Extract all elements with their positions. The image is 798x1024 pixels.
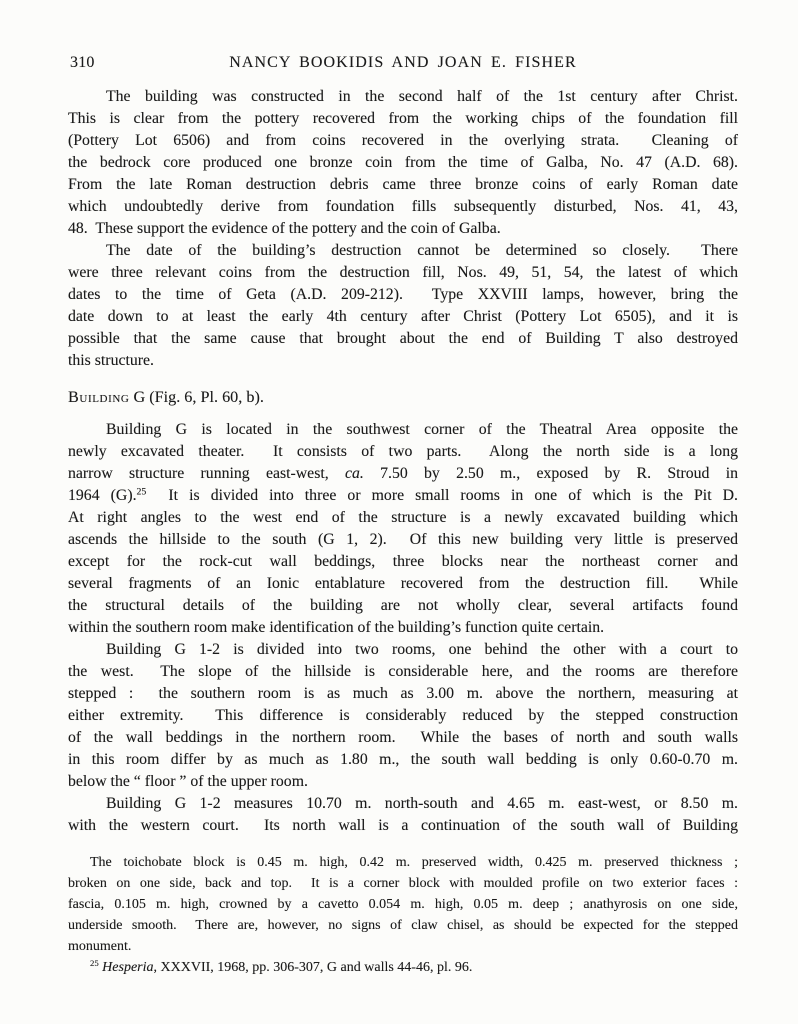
text-segment: possible that the same cause that brought about the end of Building T also destroyed xyxy=(68,330,738,347)
text-segment: Building xyxy=(68,388,130,406)
text-segment: narrow structure running east-west, xyxy=(68,465,345,482)
text-line xyxy=(68,174,738,196)
text-segment: in this room differ by as much as 1.80 m., the south wall bedding is only 0.60-0.70 m. xyxy=(68,751,738,768)
paragraph-construction-date xyxy=(68,86,738,240)
footnote-25 xyxy=(68,957,738,978)
text-line xyxy=(68,529,738,551)
text-segment: the west. The slope of the hillside is considerable here, and the rooms are therefore xyxy=(68,663,738,680)
page-number: 310 xyxy=(70,54,95,71)
text-segment: Building G 1-2 is divided into two rooms, one behind the other with a court to xyxy=(106,641,738,658)
text-line xyxy=(68,306,738,328)
text-segment: several fragments of an Ionic entablature recovered from the destruction fill. While xyxy=(68,575,738,592)
text-segment: except for the rock-cut wall beddings, three blocks near the northeast corner and xyxy=(68,553,738,570)
text-line xyxy=(68,86,738,108)
text-segment: The toichobate block is 0.45 m. high, 0.42 m. preserved width, 0.425 m. preserved thickness ; xyxy=(90,855,738,870)
text-segment: Building G is located in the southwest corner of the Theatral Area opposite the xyxy=(106,421,738,438)
text-line xyxy=(68,328,738,350)
text-segment: It is divided into three or more small rooms in one of which is the Pit D. xyxy=(146,487,738,504)
paragraph-building-g-rooms xyxy=(68,639,738,793)
text-line xyxy=(68,771,738,793)
footnote-continuation xyxy=(68,852,738,957)
text-line xyxy=(68,284,738,306)
text-segment: Building G 1-2 measures 10.70 m. north-south and 4.65 m. east-west, or 8.50 m. xyxy=(106,795,738,812)
text-line xyxy=(68,463,738,485)
paragraph-building-g-measurements xyxy=(68,793,738,837)
text-segment: this structure. xyxy=(68,352,154,369)
text-segment: below the “ floor ” of the upper room. xyxy=(68,773,308,790)
text-line xyxy=(68,749,738,771)
text-line xyxy=(68,936,738,957)
text-line xyxy=(68,262,738,284)
footnotes-section xyxy=(68,852,738,978)
text-line xyxy=(68,915,738,936)
text-segment: The date of the building’s destruction cannot be determined so closely. There xyxy=(106,242,738,259)
text-segment: 48. These support the evidence of the pottery and the coin of Galba. xyxy=(68,220,501,237)
text-line xyxy=(68,815,738,837)
text-segment: underside smooth. There are, however, no signs of claw chisel, as should be expected for the stepped xyxy=(68,918,738,933)
text-line xyxy=(68,683,738,705)
text-segment: This is clear from the pottery recovered from the working chips of the foundation fill xyxy=(68,110,738,127)
text-line xyxy=(68,108,738,130)
text-segment: were three relevant coins from the destruction fill, Nos. 49, 51, 54, the latest of which xyxy=(68,264,738,281)
text-segment: Hesperia xyxy=(102,960,154,975)
text-line xyxy=(68,441,738,463)
running-head: NANCY BOOKIDIS AND JOAN E. FISHER xyxy=(229,54,577,71)
text-line xyxy=(68,661,738,683)
text-line xyxy=(68,218,738,240)
section-heading-building-g xyxy=(68,386,738,408)
text-segment: fascia, 0.105 m. high, crowned by a cavetto 0.054 m. high, 0.05 m. deep ; anathyrosis on one side, xyxy=(68,897,738,912)
text-segment: the bedrock core produced one bronze coin from the time of Galba, No. 47 (A.D. 68). xyxy=(68,154,738,171)
text-line xyxy=(68,419,738,441)
paragraph-destruction-date xyxy=(68,240,738,372)
text-segment: either extremity. This difference is considerably reduced by the stepped construction xyxy=(68,707,738,724)
text-segment: with the western court. Its north wall is a continuation of the south wall of Building xyxy=(68,817,738,834)
text-segment: (Pottery Lot 6506) and from coins recovered in the overlying strata. Cleaning of xyxy=(68,132,738,149)
text-segment: , XXXVII, 1968, pp. 306-307, G and walls 44-46, pl. 96. xyxy=(153,960,473,975)
text-line xyxy=(68,196,738,218)
text-segment: of the wall beddings in the northern room. While the bases of north and south walls xyxy=(68,729,738,746)
text-segment: ascends the hillside to the south (G 1, 2). Of this new building very little is preserved xyxy=(68,531,738,548)
text-segment: within the southern room make identification of the building’s function quite certain. xyxy=(68,619,605,636)
text-line xyxy=(68,573,738,595)
text-segment: G (Fig. 6, Pl. 60, b). xyxy=(129,388,264,406)
text-segment: At right angles to the west end of the structure is a newly excavated building which xyxy=(68,509,738,526)
text-line xyxy=(68,617,738,639)
text-segment: 25 xyxy=(136,486,147,498)
text-line xyxy=(68,240,738,262)
text-line xyxy=(68,727,738,749)
paragraph-building-g-location xyxy=(68,419,738,639)
text-block xyxy=(68,86,738,978)
text-line xyxy=(68,894,738,915)
text-segment: date down to at least the early 4th century after Christ (Pottery Lot 6505), and it is xyxy=(68,308,738,325)
text-segment: 7.50 by 2.50 m., exposed by R. Stroud in xyxy=(363,465,739,482)
text-line xyxy=(68,793,738,815)
text-segment: ca. xyxy=(344,465,364,482)
text-line xyxy=(68,152,738,174)
text-segment: 1964 (G). xyxy=(68,487,137,504)
text-line xyxy=(68,551,738,573)
text-line xyxy=(68,873,738,894)
text-segment: newly excavated theater. It consists of two parts. Along the north side is a long xyxy=(68,443,738,460)
text-segment: the structural details of the building are not wholly clear, several artifacts found xyxy=(68,597,738,614)
text-segment: which undoubtedly derive from foundation fills subsequently disturbed, Nos. 41, 43, xyxy=(68,198,738,215)
text-line xyxy=(68,852,738,873)
text-line xyxy=(68,130,738,152)
text-line xyxy=(68,595,738,617)
text-segment: The building was constructed in the second half of the 1st century after Christ. xyxy=(106,88,738,105)
text-line xyxy=(68,639,738,661)
text-line xyxy=(68,485,738,507)
text-segment: dates to the time of Geta (A.D. 209-212). Type XXVIII lamps, however, bring the xyxy=(68,286,738,303)
text-line xyxy=(68,705,738,727)
text-line xyxy=(68,350,738,372)
text-segment: 25 xyxy=(90,958,99,969)
text-segment: From the late Roman destruction debris came three bronze coins of early Roman date xyxy=(68,176,738,193)
text-line xyxy=(68,507,738,529)
page-header xyxy=(68,54,738,76)
text-segment: stepped : the southern room is as much as 3.00 m. above the northern, measuring at xyxy=(68,685,738,702)
text-segment: monument. xyxy=(68,939,132,954)
text-segment: broken on one side, back and top. It is a corner block with moulded profile on two exterior faces : xyxy=(68,876,738,891)
